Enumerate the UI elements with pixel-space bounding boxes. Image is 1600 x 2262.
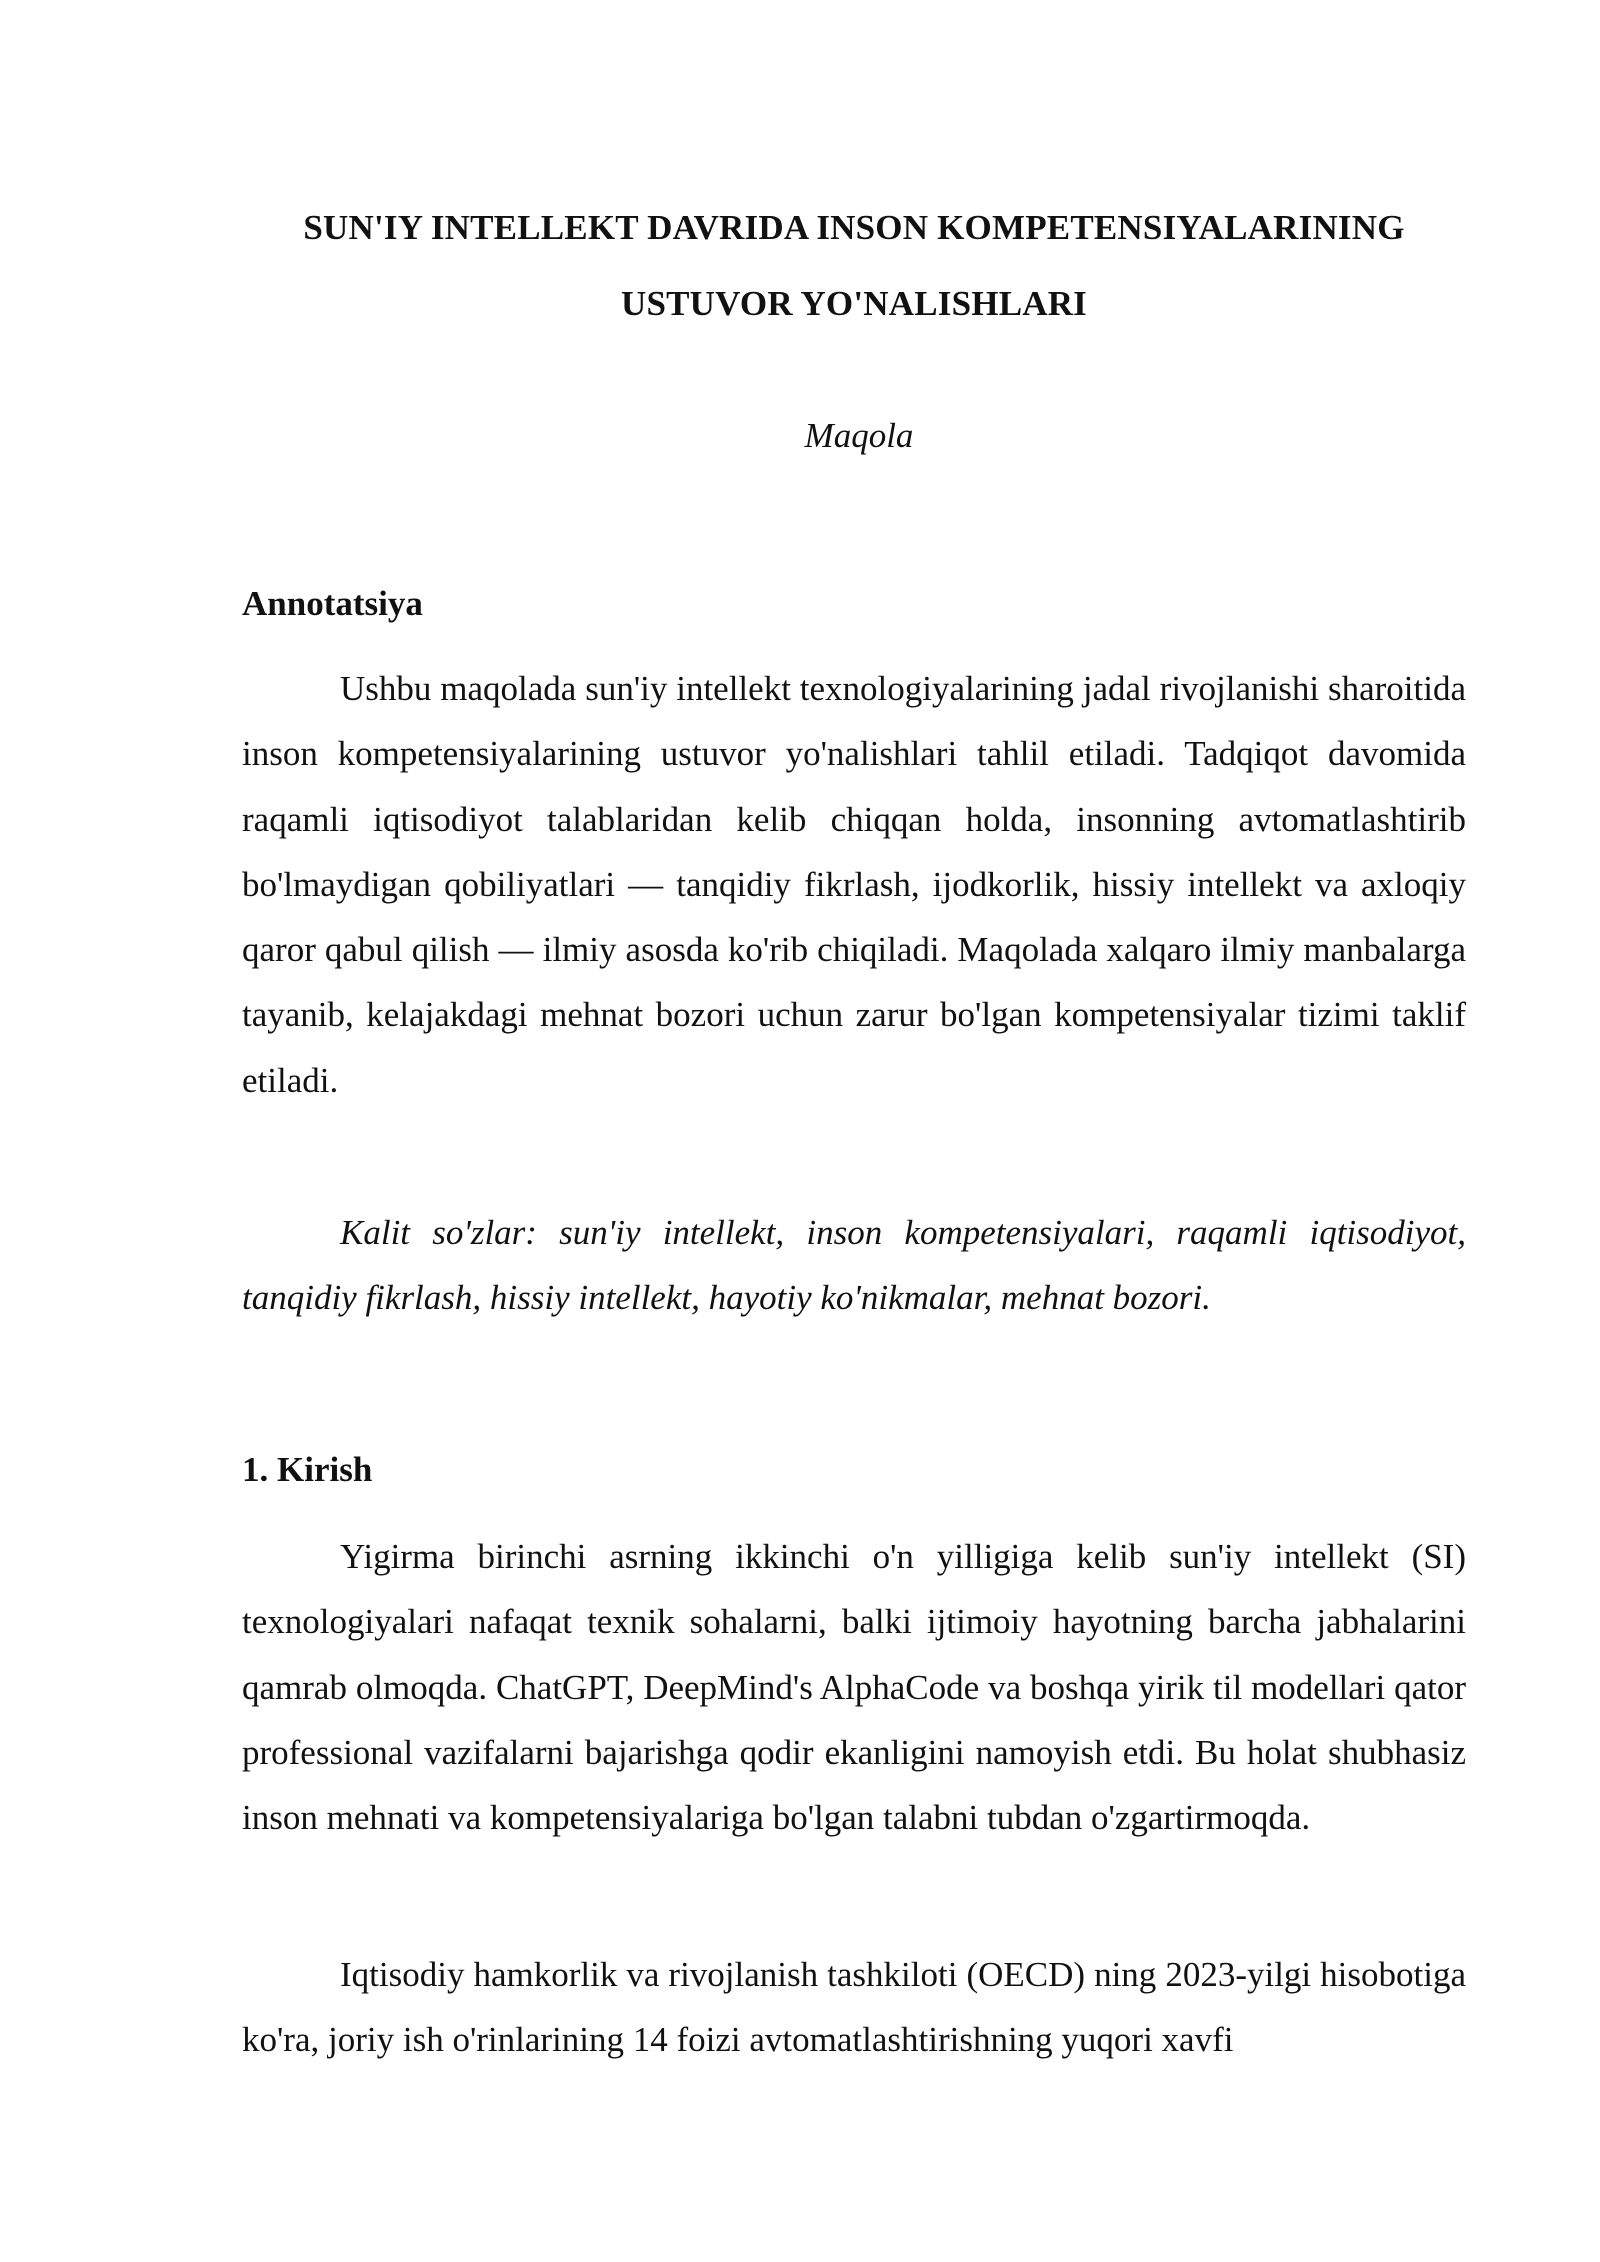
- document-title: [242, 190, 1466, 342]
- annotation-heading: Annotatsiya: [242, 584, 423, 623]
- keywords-paragraph: Kalit so'zlar: sun'iy intellekt, inson kompetensiyalari, raqamli iqtisodiyot, tanqidiy fikrlash, hissiy intellekt, hayotiy ko'nikmalar, mehnat bozori.: [242, 1213, 1466, 1318]
- introduction-paragraph-1: Yigirma birinchi asrning ikkinchi o'n yilligiga kelib sun'iy intellekt (SI) texnologiyalari nafaqat texnik sohalarni, balki ijtimoiy hayotning barcha jabhalarini qamrab olmoqda. ChatGPT, DeepMind's AlphaCode va boshqa yirik til modellari qator professional vazifalarni bajarishga qodir ekanligini namoyish etdi. Bu holat shubhasiz inson mehnati va kompetensiyalariga bo'lgan talabni tubdan o'zgartirmoqda.: [242, 1537, 1466, 1838]
- introduction-paragraph-2: Iqtisodiy hamkorlik va rivojlanish tashkiloti (OECD) ning 2023-yilgi hisobotiga ko'ra, joriy ish o'rinlarining 14 foizi avtomatlashtirishning yuqori xavfi: [242, 1955, 1466, 2060]
- document-content: [242, 190, 1466, 2060]
- introduction-heading: 1. Kirish: [242, 1450, 373, 1489]
- title-line-1: SUN'IY INTELLEKT DAVRIDA INSON KOMPETENSIYALARINING: [303, 208, 1405, 247]
- title-line-2: USTUVOR YO'NALISHLARI: [620, 284, 1088, 323]
- annotation-paragraph: Ushbu maqolada sun'iy intellekt texnologiyalarining jadal rivojlanishi sharoitida inson kompetensiyalarining ustuvor yo'nalishlari tahlil etiladi. Tadqiqot davomida raqamli iqtisodiyot talablaridan kelib chiqqan holda, insonning avtomatlashtirib bo'lmaydigan qobiliyatlari — tanqidiy fikrlash, ijodkorlik, hissiy intellekt va axloqiy qaror qabul qilish — ilmiy asosda ko'rib chiqiladi. Maqolada xalqaro ilmiy manbalarga tayanib, kelajakdagi mehnat bozori uchun zarur bo'lgan kompetensiyalar tizimi taklif etiladi.: [242, 669, 1466, 1100]
- document-subtitle: Maqola: [804, 416, 914, 455]
